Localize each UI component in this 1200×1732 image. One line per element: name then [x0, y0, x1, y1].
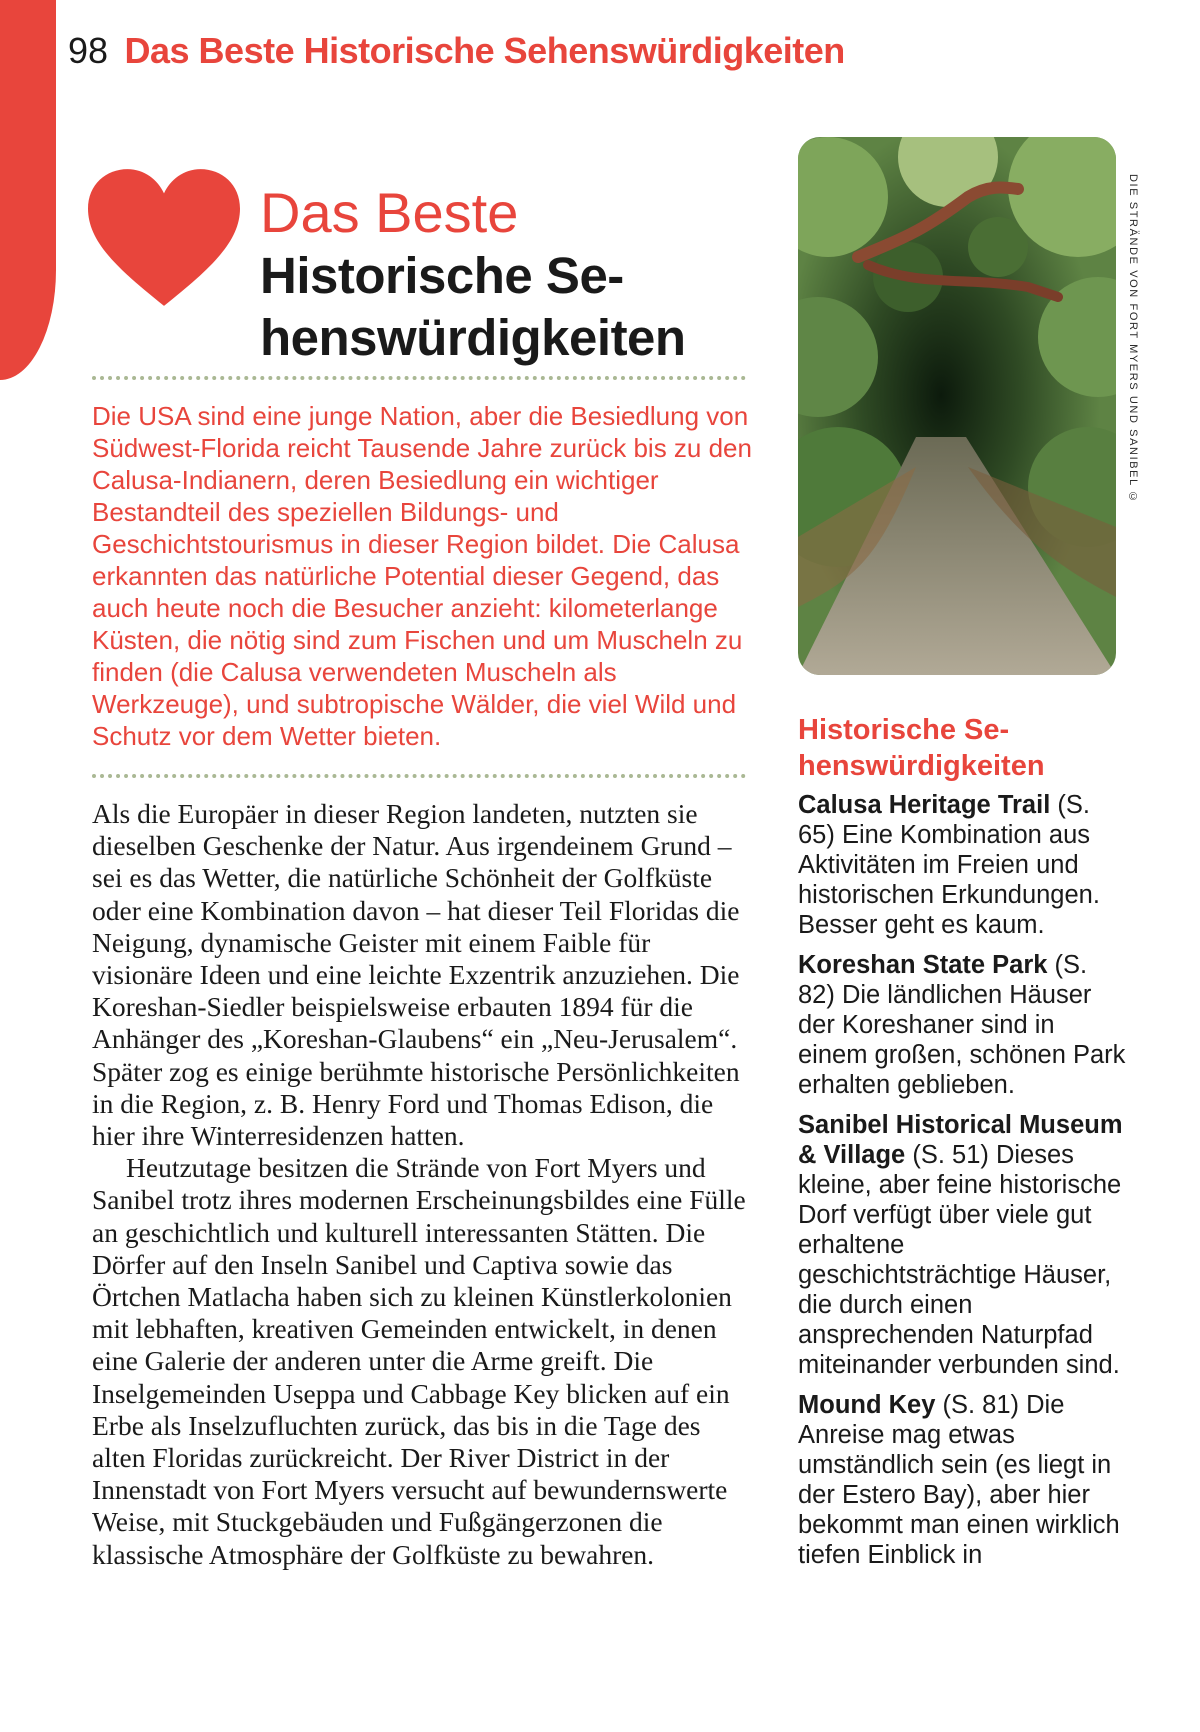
page-number: 98	[68, 30, 109, 71]
heart-icon	[88, 168, 240, 310]
intro-paragraph: Die USA sind eine junge Nation, aber die Besiedlung von Südwest-Florida reicht Tausende Jahre zurück bis zu den Calusa-Indianern, deren Besiedlung ein wichtiger Bestandteil des speziellen Bildungs- und Geschichtstourismus in dieser Region bildet. Die Calusa erkannten das natürliche Potential dieser Gegend, das auch heute noch die Besucher anzieht: kilometerlange Küsten, die nötig sind zum Fischen und um Muscheln zu finden (die Calusa verwendeten Muscheln als Werkzeuge), und subtropische Wälder, die viel Wild und Schutz vor dem Wetter bieten.	[92, 401, 752, 751]
chapter-tab	[0, 0, 56, 380]
entry-text: (S. 65) Eine Kombination aus Aktivitäten im Freien und historischen Erkundungen. Besser geht es kaum.	[798, 791, 1100, 939]
entry-sanibel-historical-museum	[798, 1110, 1128, 1380]
bottom-divider	[92, 774, 746, 778]
entry-name: Mound Key	[798, 1391, 936, 1419]
entry-text: (S. 81) Die Anreise mag etwas umständlich sein (es liegt in der Estero Bay), aber hier bekommt man einen wirklich tiefen Einblick in	[798, 1391, 1120, 1569]
page-title	[260, 182, 760, 368]
top-divider	[92, 376, 746, 380]
title-main-line-2: henswürdigkeiten	[260, 309, 686, 366]
body-paragraph-2: Heutzutage besitzen die Strände von Fort Myers und Sanibel trotz ihres modernen Erscheinungsbildes eine Fülle an geschichtlich und kulturell interessanten Stätten. Die Dörfer auf den Inseln Sanibel und Captiva sowie das Örtchen Matlacha haben sich zu kleinen Künstlerkolonien mit lebhaften, kreativen Gemeinden entwickelt, in denen eine Galerie der anderen unter die Arme greift. Die Inselgemeinden Useppa und Cabbage Key blicken auf ein Erbe als Inselzufluchten zurück, das bis in die Tage des alten Floridas zurückreicht. Der River District in der Innenstadt von Fort Myers versucht auf bewundernswerte Weise, mit Stuckgebäuden und Fußgängerzonen die klassische Atmosphäre der Golfküste zu bewahren.	[92, 1152, 746, 1570]
entry-koreshan-state-park	[798, 950, 1128, 1100]
sidebar-heading-line-1: Historische Se-	[798, 714, 1010, 746]
photo-credit: DIE STRÄNDE VON FORT MYERS UND SANIBEL ©	[1127, 174, 1139, 505]
sidebar-highlights	[798, 712, 1128, 1580]
running-title: Das Beste Historische Sehenswürdigkeiten	[124, 30, 845, 71]
title-main-line-1: Historische Se-	[260, 247, 624, 304]
entry-name: Koreshan State Park	[798, 951, 1048, 979]
sidebar-heading	[798, 712, 1128, 784]
entry-name: Sanibel Historical Museum & Village	[798, 1111, 1123, 1169]
entry-calusa-heritage-trail	[798, 790, 1128, 940]
entry-mound-key	[798, 1390, 1128, 1570]
title-kicker: Das Beste	[260, 181, 519, 244]
sidebar-heading-line-2: henswürdigkeiten	[798, 750, 1045, 782]
body-paragraph-1: Als die Europäer in dieser Region landeten, nutzten sie dieselben Geschenke der Natur. Aus irgendeinem Grund – sei es das Wetter, die natürliche Schönheit der Golfküste oder eine Kombination davon – hat dieser Teil Floridas die Neigung, dynamische Geister mit einem Faible für visionäre Ideen und eine leichte Exzentrik anzuziehen. Die Koreshan-Siedler beispielsweise erbauten 1894 für die Anhänger des „Koreshan-Glaubens“ ein „Neu-Jerusalem“. Später zog es einige berühmte historische Persönlichkeiten in die Region, z. B. Henry Ford und Thomas Edison, die hier ihre Winterresidenzen hatten.	[92, 798, 740, 1152]
page-header	[68, 30, 845, 80]
entry-text: (S. 82) Die ländlichen Häuser der Koreshaner sind in einem großen, schönen Park erhalten geblieben.	[798, 951, 1126, 1099]
body-text	[92, 798, 752, 1571]
entry-name: Calusa Heritage Trail	[798, 791, 1051, 819]
entry-text: (S. 51) Dieses kleine, aber feine historische Dorf verfügt über viele gut erhaltene geschichtsträchtige Häuser, die durch einen ansprechenden Naturpfad miteinander verbunden sind.	[798, 1141, 1122, 1379]
forest-trail-photo	[798, 137, 1116, 675]
